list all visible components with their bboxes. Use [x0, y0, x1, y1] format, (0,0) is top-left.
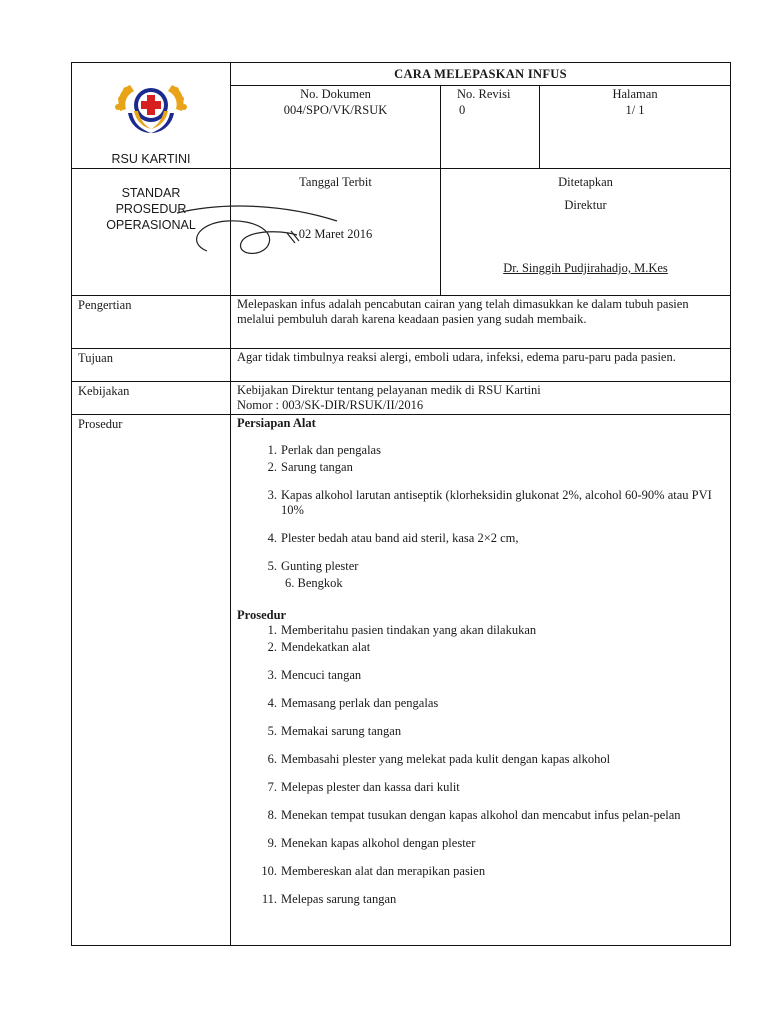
list-item: 5 . Gunting plester — [237, 559, 724, 574]
list-item: 4 . Memasang perlak dan pengalas — [237, 696, 724, 711]
prep-title: Persiapan Alat — [237, 416, 316, 430]
issue-date-label: Tanggal Terbit — [299, 175, 372, 189]
approver-name: Dr. Singgih Pudjirahadjo, M.Kes — [503, 261, 668, 275]
approval-label: Ditetapkan — [558, 175, 613, 189]
procedure-steps — [237, 623, 724, 907]
hospital-name: RSU KARTINI — [111, 152, 191, 166]
hospital-logo-icon — [110, 81, 192, 137]
purpose-text: Agar tidak timbulnya reaksi alergi, emboli udara, infeksi, edema paru-paru pada pasien. — [231, 349, 731, 382]
steps-title: Prosedur — [237, 608, 287, 622]
list-item: 3 . Mencuci tangan — [237, 668, 724, 683]
approval-cell — [441, 169, 731, 296]
sop-line-1: STANDAR — [121, 186, 181, 200]
definition-text: Melepaskan infus adalah pencabutan cairan yang telah dimasukkan ke dalam tubuh pasien melalui pembuluh darah karena keadaan pasien yang sudah membaik. — [231, 296, 731, 349]
prep-item-bengkok: 6. Bengkok — [285, 576, 343, 590]
hospital-logo-cell — [72, 63, 231, 169]
sop-line-2: PROSEDUR — [115, 202, 187, 216]
approver-title: Direktur — [564, 198, 607, 212]
issue-date-cell — [231, 169, 441, 296]
sop-label-cell — [72, 169, 231, 296]
document-number-value: 004/SPO/VK/RSUK — [283, 103, 388, 117]
page-label: Halaman — [612, 87, 658, 101]
page-cell — [540, 86, 731, 169]
sop-document — [71, 62, 731, 946]
list-item: 1 . Perlak dan pengalas — [237, 443, 724, 458]
list-item: 4 . Plester bedah atau band aid steril, kasa 2×2 cm, — [237, 531, 724, 546]
revision-label: No. Revisi — [457, 87, 511, 101]
list-item: 2 . Mendekatkan alat — [237, 640, 724, 655]
issue-date-value: 02 Maret 2016 — [298, 227, 373, 241]
document-number-label: No. Dokumen — [300, 87, 371, 101]
purpose-label: Tujuan — [72, 349, 231, 382]
procedure-label: Prosedur — [72, 415, 231, 946]
policy-label: Kebijakan — [72, 382, 231, 415]
policy-line-1: Kebijakan Direktur tentang pelayanan medik di RSU Kartini — [237, 383, 541, 397]
list-item: 6 . Membasahi plester yang melekat pada kulit dengan kapas alkohol — [237, 752, 724, 767]
list-item: 11 . Melepas sarung tangan — [237, 892, 724, 907]
list-item: 10 . Membereskan alat dan merapikan pasien — [237, 864, 724, 879]
list-item: 5 . Memakai sarung tangan — [237, 724, 724, 739]
document-number-cell — [231, 86, 441, 169]
list-item: 9 . Menekan kapas alkohol dengan plester — [237, 836, 724, 851]
procedure-cell — [231, 415, 731, 946]
sop-line-3: OPERASIONAL — [106, 218, 196, 232]
policy-cell — [231, 382, 731, 415]
page-value: 1/ 1 — [625, 103, 645, 117]
document-title: CARA MELEPASKAN INFUS — [231, 63, 731, 86]
policy-line-2: Nomor : 003/SK-DIR/RSUK/II/2016 — [237, 398, 424, 412]
list-item: 2 . Sarung tangan — [237, 460, 724, 475]
list-item: 8 . Menekan tempat tusukan dengan kapas alkohol dan mencabut infus pelan-pelan — [237, 808, 724, 823]
list-item: 7 . Melepas plester dan kassa dari kulit — [237, 780, 724, 795]
revision-value: 0 — [459, 103, 466, 117]
prep-list — [237, 443, 724, 574]
list-item: 1 . Memberitahu pasien tindakan yang akan dilakukan — [237, 623, 724, 638]
revision-cell — [441, 86, 540, 169]
definition-label: Pengertian — [72, 296, 231, 349]
list-item: 3 . Kapas alkohol larutan antiseptik (klorheksidin glukonat 2%, alcohol 60-90% atau PVI 10% — [237, 488, 724, 518]
